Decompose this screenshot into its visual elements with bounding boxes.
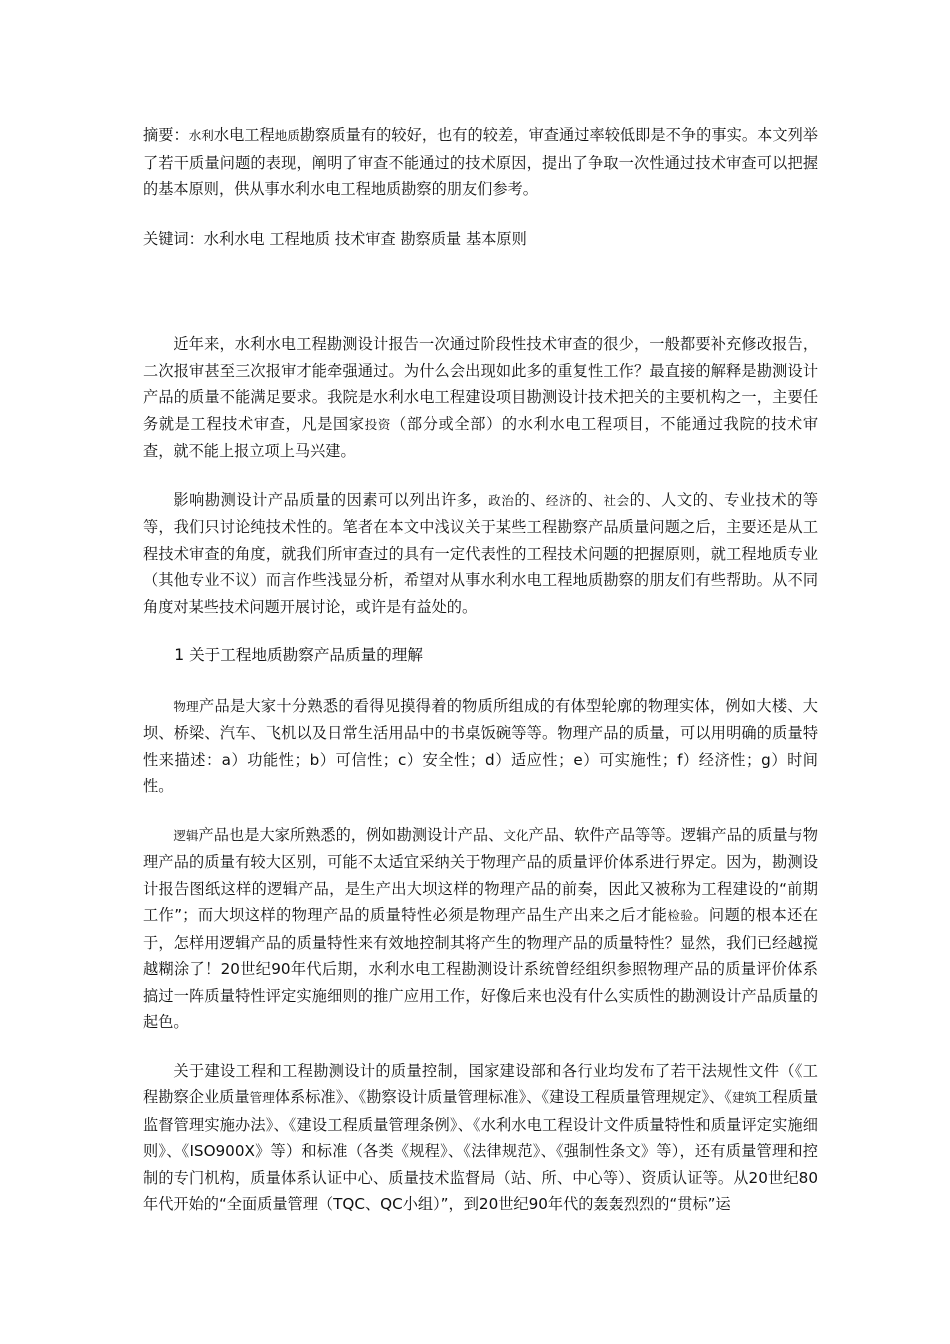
paragraph-small-text: 文化 xyxy=(503,827,529,843)
paragraph-text: 。问题的根本还在于，怎样用逻辑产品的质量特性来有效地控制其将产生的物理产品的质量特性？显然，我们已经越搅越糊涂了！20世纪90年代后期，水利水电工程勘测设计系统曾经组织参照物理产品的质量评价体系搞过一阵质量特性评定实施细则的推广应用工作，好像后来也没有什么实质性的勘测设计产品质量的起色。 xyxy=(143,906,819,1031)
paragraph-text: 关于建设工程和工程勘测设计的质量控制，国家建设部和各行业均发布了若干法规性文件（《工程勘察企业质量 xyxy=(143,1061,818,1106)
abstract-paragraph xyxy=(143,122,818,203)
paragraph-text: 工程质量监督管理实施办法》、《建设工程质量管理条例》、《水利水电工程设计文件质量特性和质量评定实施细则》、《ISO900X》等）和标准（各类《规程》、《法律规范》、《强制性条文》等），还有质量管理和控制的专门机构，质量体系认证中心、质量技术监督局（站、所、中心等）、资质认证等。从20世纪80年代开始的“全面质量管理（TQC、QC小组）”，到20世纪90年代的轰轰烈烈的“贯标”运 xyxy=(143,1088,819,1213)
section-heading: 1 关于工程地质勘察产品质量的理解 xyxy=(174,646,423,664)
paragraph-text: 体系标准》、《勘察设计质量管理标准》、《建设工程质量管理规定》、《 xyxy=(274,1088,732,1106)
paragraph-text: 的、 xyxy=(514,490,546,509)
paragraph-small-text: 物理 xyxy=(173,698,199,714)
factors-paragraph xyxy=(143,487,818,621)
paragraph-text: 产品、软件产品等等。逻辑产品的质量与物理产品的质量有较大区别，可能不太适宜采纳关于物理产品的质量评价体系进行界定。因为，勘测设计报告图纸这样的逻辑产品，是生产出大坝这样的物理产品的前奏，因此又被称为工程建设的“前期工作”；而大坝这样的物理产品的质量特性必须是物理产品生产出来之后才能 xyxy=(143,825,818,924)
abstract-text: 勘察质量有的较好，也有的较差，审查通过率较低即是不争的事实。本文列举了若干质量问题的表现，阐明了审查不能通过的技术原因，提出了争取一次性通过技术审查可以把握的基本原则，供从事水利水电工程地质勘察的朋友们参考。 xyxy=(143,126,818,198)
paragraph-text: 产品是大家十分熟悉的看得见摸得着的物质所组成的有体型轮廓的物理实体，例如大楼、大坝、桥梁、汽车、飞机以及日常生活用品中的书桌饭碗等等。物理产品的质量，可以用明确的质量特性来描述：a）功能性；b）可信性；c）安全性；d）适应性；e）可实施性；f）经济性；g）时间性。 xyxy=(143,696,818,795)
paragraph-text: 近年来，水利水电工程勘测设计报告一次通过阶段性技术审查的很少，一般都要补充修改报告，二次报审甚至三次报审才能牵强通过。为什么会出现如此多的重复性工作？最直接的解释是勘测设计产品的质量不能满足要求。我院是水利水电工程建设项目勘测设计技术把关的主要机构之一，主要任务就是工程技术审查，凡是国家 xyxy=(143,335,818,433)
quality-control-paragraph xyxy=(143,1058,818,1218)
abstract-label: 摘要： xyxy=(143,126,189,144)
paragraph-text: 影响勘测设计产品质量的因素可以列出许多， xyxy=(173,490,489,509)
paragraph-small-text: 投资 xyxy=(364,416,392,432)
paragraph-text: 的、人文的、专业技术的等等，我们只讨论纯技术性的。笔者在本文中浅议关于某些工程勘察产品质量问题之后，主要还是从工程技术审查的角度，就我们所审查过的具有一定代表性的工程技术问题的把握原则，就工程地质专业（其他专业不议）而言作些浅显分析，希望对从事水利水电工程地质勘察的朋友们有些帮助。从不同角度对某些技术问题开展讨论，或许是有益处的。 xyxy=(143,490,819,616)
paragraph-text: 的、 xyxy=(572,490,604,509)
paragraph-small-text: 检验 xyxy=(667,908,694,923)
paragraph-small-text: 逻辑 xyxy=(173,827,199,843)
paragraph-text: （部分或全部）的水利水电工程项目，不能通过我院的技术审查，就不能上报立项上马兴建。 xyxy=(143,414,819,460)
paragraph-small-text: 管理 xyxy=(249,1090,275,1105)
paragraph-small-text: 政治 xyxy=(488,492,515,508)
paragraph-text: 产品也是大家所熟悉的，例如勘测设计产品、 xyxy=(198,825,504,844)
paragraph-small-text: 经济 xyxy=(545,492,573,508)
paragraph-small-text: 建筑 xyxy=(732,1090,758,1105)
abstract-small-text: 地质 xyxy=(274,128,300,143)
paragraph-small-text: 社会 xyxy=(603,492,630,508)
intro-paragraph xyxy=(143,331,818,465)
document-body xyxy=(143,122,818,1240)
abstract-small-text: 水利 xyxy=(188,128,214,143)
abstract-text: 水电工程 xyxy=(213,126,275,144)
physical-product-paragraph xyxy=(143,693,818,800)
keywords-line: 关键词：水利水电 工程地质 技术审查 勘察质量 基本原则 xyxy=(143,229,527,248)
logical-product-paragraph xyxy=(143,822,818,1036)
